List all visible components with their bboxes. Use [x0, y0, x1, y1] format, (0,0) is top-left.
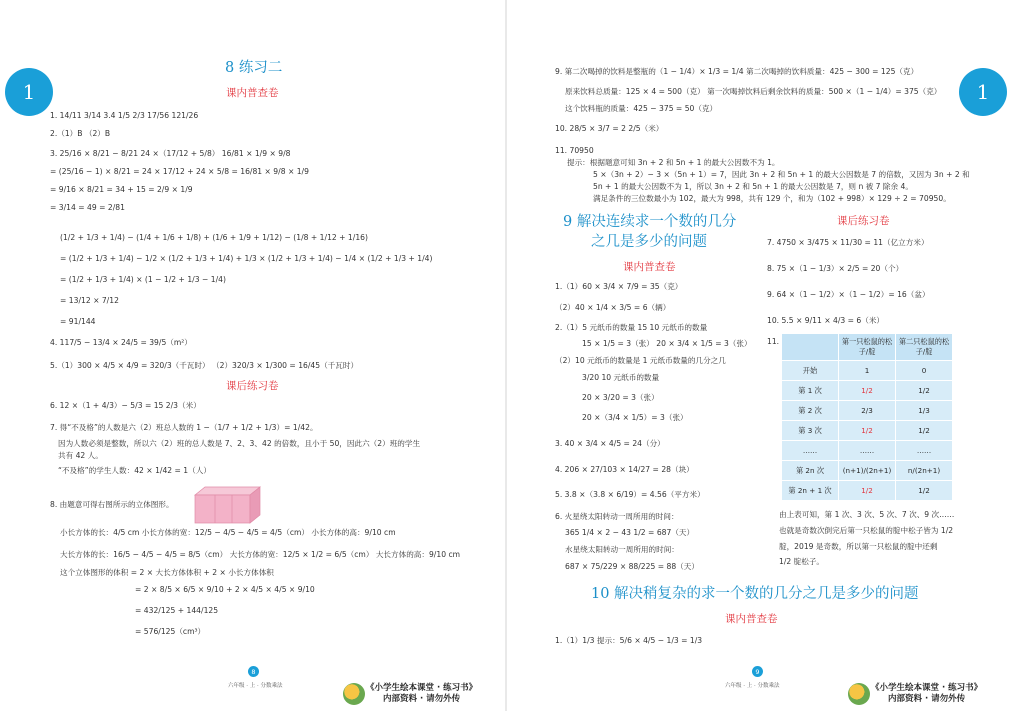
- answer-line: 2.（1）B （2）B: [50, 129, 111, 138]
- answer-line: 9. 64 ×（1 − 1/2）×（1 − 1/2）= 16（盆）: [767, 290, 930, 299]
- right-page: [507, 0, 1011, 711]
- answer-line: = 2 × 8/5 × 6/5 × 9/10 + 2 × 4/5 × 4/5 × 9/10: [135, 585, 315, 594]
- section-title: 8 练习二: [225, 60, 283, 76]
- left-page: [0, 0, 505, 711]
- brand-logo-icon: [848, 683, 870, 705]
- table-row: 第 2 次 2/3 1/3: [782, 401, 953, 421]
- table-header: [782, 334, 839, 361]
- subtitle-in-class: 课内普查卷: [226, 87, 279, 99]
- answer-line: = 576/125（cm³）: [135, 627, 206, 636]
- subtitle-in-class-10: 课内普查卷: [725, 613, 778, 625]
- section-title-9: 9 解决连续求一个数的几分: [563, 214, 737, 230]
- answer-line: 这个立体图形的体积 = 2 × 大长方体体积 + 2 × 小长方体体积: [60, 568, 274, 577]
- answer-line: 687 × 75/229 × 88/225 = 88（天）: [565, 562, 699, 571]
- answer-line: 11.: [767, 337, 780, 346]
- answer-line: 6. 火星绕太阳转动一周所用的时间：: [555, 512, 679, 521]
- table-row: 第 1 次 1/2 1/2: [782, 381, 953, 401]
- answer-line: 4. 206 × 27/103 × 14/27 = 28（块）: [555, 465, 694, 474]
- answer-line: 9. 第二次喝掉的饮料是整瓶的（1 − 1/4）× 1/3 = 1/4 第二次喝掉的饮料质量：425 − 300 = 125（克）: [555, 67, 919, 76]
- solid-figure-illustration: [190, 483, 270, 525]
- answer-line: 20 ×（3/4 × 1/5）= 3（张）: [582, 413, 688, 422]
- answer-line: 因为人数必须是整数，所以六（2）班的总人数是 7、2、3、42 的倍数，且小于 50，因此六（2）班的学生: [58, 439, 421, 448]
- answer-line: 1.（1）60 × 3/4 × 7/9 = 35（克）: [555, 282, 683, 291]
- answer-line: 5 ×（3n + 2）− 3 ×（5n + 1）= 7，因此 3n + 2 和 5n + 1 的最大公因数是 7 的倍数，又因为 3n + 2 和: [593, 170, 970, 179]
- answer-line: 15 × 1/5 = 3（张） 20 × 3/4 × 1/5 = 3（张）: [582, 339, 752, 348]
- answer-line: 8. 由题意可得右图所示的立体图形。: [50, 500, 174, 509]
- table-header: 第一只松鼠的松子/腚: [839, 334, 896, 361]
- answer-line: 10. 28/5 × 3/7 = 2 2/5（米）: [555, 124, 664, 133]
- answer-line: 4. 117/5 − 13/4 × 24/5 = 39/5（m²）: [50, 338, 192, 347]
- answer-line: 6. 12 ×（1 + 4/3）− 5/3 = 15 2/3（米）: [50, 401, 201, 410]
- answer-line: 小长方体的长：4/5 cm 小长方体的宽：12/5 − 4/5 − 4/5 = 4/5（cm） 小长方体的高：9/10 cm: [60, 528, 396, 537]
- answer-line: 7. 得“不及格”的人数是六（2）班总人数的 1 −（1/7 + 1/2 + 1/3）= 1/42。: [50, 423, 318, 432]
- answer-line: 2.（1）5 元纸币的数量 15 10 元纸币的数量: [555, 323, 708, 332]
- answer-line: （2）40 × 1/4 × 3/5 = 6（辆）: [555, 303, 671, 312]
- section-title-9-cont: 之几是多少的问题: [591, 234, 707, 250]
- table-row: 第 2n + 1 次 1/2 1/2: [782, 481, 953, 501]
- subtitle-after-class: 课后练习卷: [837, 215, 890, 227]
- answer-line: 3/20 10 元纸币的数量: [582, 373, 660, 382]
- answer-line: (1/2 + 1/3 + 1/4) − (1/4 + 1/6 + 1/8) + (1/6 + 1/9 + 1/12) − (1/8 + 1/12 + 1/16): [60, 233, 368, 242]
- answer-line: 20 × 3/20 = 3（张）: [582, 393, 659, 402]
- answer-line: （2）10 元纸币的数量是 1 元纸币数量的几分之几: [555, 356, 726, 365]
- answer-line: 1.（1）1/3 提示：5/6 × 4/5 − 1/3 = 1/3: [555, 636, 703, 645]
- brand-logo-icon: [343, 683, 365, 705]
- table-row: …… …… ……: [782, 441, 953, 461]
- subtitle-after-class: 课后练习卷: [226, 380, 279, 392]
- answer-line: = (25/16 − 1) × 8/21 = 24 × 17/12 + 24 × 5/8 = 16/81 × 9/8 × 1/9: [50, 167, 309, 176]
- table-header: 第二只松鼠的松子/腚: [896, 334, 953, 361]
- table-row: 第 2n 次 (n+1)/(2n+1) n/(2n+1): [782, 461, 953, 481]
- table-row: 第 3 次 1/2 1/2: [782, 421, 953, 441]
- answer-line: 也就是奇数次倒完后第一只松鼠的腚中松子皆为 1/2: [779, 526, 954, 535]
- squirrel-table: [781, 333, 953, 501]
- table-row: 开始 1 0: [782, 361, 953, 381]
- answer-line: = 13/12 × 7/12: [60, 296, 119, 305]
- answer-line: 365 1/4 × 2 − 43 1/2 = 687（天）: [565, 528, 695, 537]
- answer-line: = 9/16 × 8/21 = 34 + 15 = 2/9 × 1/9: [50, 185, 193, 194]
- brand-label: 《小学生绘本课堂 · 练习书》 内部资料 · 请勿外传: [366, 683, 478, 704]
- page-footer: 六年级 · 上 · 分数乘法: [228, 683, 283, 689]
- page-number: 8: [248, 666, 259, 677]
- answer-line: 提示：根据题意可知 3n + 2 和 5n + 1 的最大公因数不为 1。: [567, 158, 780, 167]
- answer-line: 大长方体的长：16/5 − 4/5 − 4/5 = 8/5（cm） 大长方体的宽：12/5 × 1/2 = 6/5（cm） 大长方体的高：9/10 cm: [60, 550, 461, 559]
- page-number: 9: [752, 666, 763, 677]
- answer-line: 1/2 腚松子。: [779, 557, 825, 566]
- page-footer: 六年级 · 上 · 分数乘法: [725, 683, 780, 689]
- answer-line: 共有 42 人。: [58, 451, 103, 460]
- brand-label: 《小学生绘本课堂 · 练习书》 内部资料 · 请勿外传: [871, 683, 983, 704]
- chapter-badge: 1: [5, 68, 53, 116]
- answer-line: = (1/2 + 1/3 + 1/4) × (1 − 1/2 + 1/3 − 1/4): [60, 275, 226, 284]
- answer-line: 5. 3.8 ×（3.8 × 6/19）= 4.56（平方米）: [555, 490, 705, 499]
- answer-line: “不及格”的学生人数：42 × 1/42 = 1（人）: [58, 466, 211, 475]
- answer-line: 腚，2019 是奇数，所以第一只松鼠的腚中还剩: [779, 542, 938, 551]
- answer-line: 1. 14/11 3/14 3.4 1/5 2/3 17/56 121/26: [50, 111, 199, 120]
- answer-line: 11. 70950: [555, 146, 594, 155]
- answer-line: 3. 25/16 × 8/21 − 8/21 24 ×（17/12 + 5/8） 16/81 × 1/9 × 9/8: [50, 149, 291, 158]
- subtitle-in-class: 课内普查卷: [623, 261, 676, 273]
- answer-line: = 432/125 + 144/125: [135, 606, 219, 615]
- answer-line: 3. 40 × 3/4 × 4/5 = 24（分）: [555, 439, 665, 448]
- answer-line: = (1/2 + 1/3 + 1/4) − 1/2 × (1/2 + 1/3 + 1/4) + 1/3 × (1/2 + 1/3 + 1/4) − 1/4 × (1/2 + 1/3 + 1/4): [60, 254, 433, 263]
- answer-line: = 3/14 = 49 = 2/81: [50, 203, 125, 212]
- answer-line: 水星绕太阳转动一周所用的时间：: [565, 545, 679, 554]
- answer-line: 这个饮料瓶的质量：425 − 375 = 50（克）: [565, 104, 718, 113]
- answer-line: 5.（1）300 × 4/5 × 4/9 = 320/3（千瓦时） （2）320/3 × 1/300 = 16/45（千瓦时）: [50, 361, 359, 370]
- answer-line: 8. 75 ×（1 − 1/3）× 2/5 = 20（个）: [767, 264, 904, 273]
- answer-line: 5n + 1 的最大公因数不为 1，所以 3n + 2 和 5n + 1 的最大公因数是 7，则 n 被 7 除余 4。: [593, 182, 913, 191]
- answer-line: = 91/144: [60, 317, 96, 326]
- answer-line: 满足条件的三位数最小为 102，最大为 998，共有 129 个，和为（102 + 998）× 129 ÷ 2 = 70950。: [593, 194, 951, 203]
- answer-line: 10. 5.5 × 9/11 × 4/3 = 6（米）: [767, 316, 885, 325]
- chapter-badge: 1: [959, 68, 1007, 116]
- answer-line: 原来饮料总质量：125 × 4 = 500（克） 第一次喝掉饮料后剩余饮料的质量：500 ×（1 − 1/4）= 375（克）: [565, 87, 942, 96]
- answer-line: 7. 4750 × 3/475 × 11/30 = 11（亿立方米）: [767, 238, 929, 247]
- answer-line: 由上表可知，第 1 次、3 次、5 次、7 次、9 次……: [779, 510, 955, 519]
- section-title-10: 10 解决稍复杂的求一个数的几分之几是多少的问题: [591, 586, 919, 602]
